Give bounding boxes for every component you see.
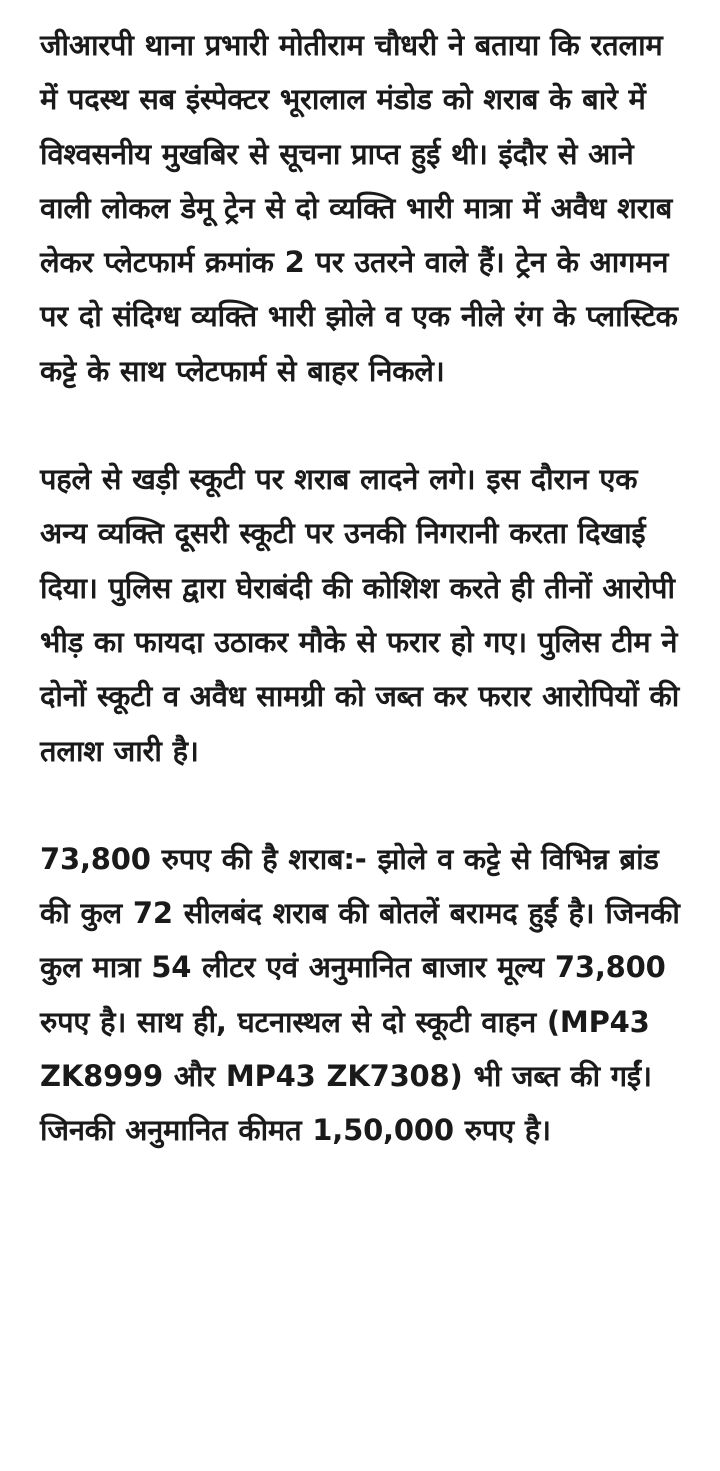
paragraph-accused-escape: पहले से खड़ी स्कूटी पर शराब लादने लगे। इस दौरान एक अन्य व्यक्ति दूसरी स्कूटी पर उनकी निगरानी करता दिखाई दिया। पुलिस द्वारा घेराबंदी की कोशिश करते ही तीनों आरोपी भीड़ का फायदा उठाकर मौके से फरार हो गए। पुलिस टीम ने दोनों स्कूटी व अवैध सामग्री को जब्त कर फरार आरोपियों की तलाश जारी है। xyxy=(40,462,680,768)
paragraph-seizure-details: 73,800 रुपए की है शराब:- झोले व कट्टे से विभिन्न ब्रांड की कुल 72 सीलबंद शराब की बोतलें बरामद हुईं है। जिनकी कुल मात्रा 54 लीटर एवं अनुमानित बाजार मूल्य 73,800 रुपए है। साथ ही, घटनास्थल से दो स्कूटी वाहन (MP43 ZK8999 और MP43 ZK7308) भी जब्त की गईं। जिनकी अनुमानित कीमत 1,50,000 रुपए है। xyxy=(40,841,680,1148)
paragraph-grp-statement: जीआरपी थाना प्रभारी मोतीराम चौधरी ने बताया कि रतलाम में पदस्थ सब इंस्पेक्टर भूरालाल मंडोड को शराब के बारे में विश्वसनीय मुखबिर से सूचना प्राप्त हुई थी। इंदौर से आने वाली लोकल डेमू ट्रेन से दो व्यक्ति भारी मात्रा में अवैध शराब लेकर प्लेटफार्म क्रमांक 2 पर उतरने वाले हैं। ट्रेन के आगमन पर दो संदिग्ध व्यक्ति भारी झोले व एक नीले रंग के प्लास्टिक कट्टे के साथ प्लेटफार्म से बाहर निकले। xyxy=(40,28,678,388)
